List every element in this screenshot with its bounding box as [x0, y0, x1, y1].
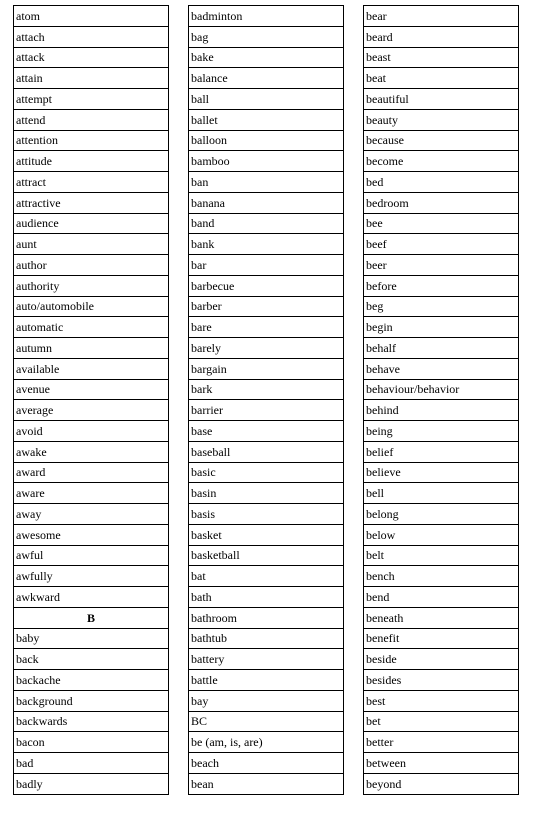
- word-cell: available: [14, 358, 169, 379]
- table-row: [364, 566, 519, 587]
- word-cell: badminton: [189, 6, 344, 27]
- word-cell: awesome: [14, 524, 169, 545]
- table-row: [189, 172, 344, 193]
- word-cell: bath: [189, 587, 344, 608]
- word-cell: behaviour/behavior: [364, 379, 519, 400]
- table-row: [364, 690, 519, 711]
- table-row: [14, 462, 169, 483]
- table-row: [364, 628, 519, 649]
- word-cell: attention: [14, 130, 169, 151]
- word-cell: barber: [189, 296, 344, 317]
- table-row: [189, 670, 344, 691]
- table-row: [364, 68, 519, 89]
- table-row: [14, 296, 169, 317]
- table-row: [14, 275, 169, 296]
- table-row: [189, 462, 344, 483]
- word-cell: badly: [14, 773, 169, 794]
- table-row: [364, 504, 519, 525]
- word-cell: bend: [364, 587, 519, 608]
- word-cell: attempt: [14, 89, 169, 110]
- table-row: [364, 483, 519, 504]
- table-row: [14, 441, 169, 462]
- table-row: [189, 358, 344, 379]
- word-column-3: [363, 5, 519, 795]
- table-row: [364, 545, 519, 566]
- word-cell: bedroom: [364, 192, 519, 213]
- word-cell: behind: [364, 400, 519, 421]
- table-row: [14, 773, 169, 794]
- table-row: [364, 172, 519, 193]
- word-cell: away: [14, 504, 169, 525]
- table-row: [14, 68, 169, 89]
- table-row: [364, 670, 519, 691]
- word-cell: auto/automobile: [14, 296, 169, 317]
- word-cell: belief: [364, 441, 519, 462]
- table-row: [14, 47, 169, 68]
- table-row: [364, 462, 519, 483]
- table-row: [14, 317, 169, 338]
- table-row: [364, 753, 519, 774]
- word-cell: balance: [189, 68, 344, 89]
- table-row: [189, 6, 344, 27]
- table-row: [189, 400, 344, 421]
- word-cell: beyond: [364, 773, 519, 794]
- table-row: [14, 607, 169, 628]
- table-row: [364, 6, 519, 27]
- word-cell: battle: [189, 670, 344, 691]
- word-cell: attach: [14, 26, 169, 47]
- word-cell: backache: [14, 670, 169, 691]
- table-row: [364, 732, 519, 753]
- table-row: [189, 151, 344, 172]
- table-row: [14, 213, 169, 234]
- table-row: [189, 566, 344, 587]
- table-row: [14, 379, 169, 400]
- table-row: [189, 317, 344, 338]
- table-row: [364, 441, 519, 462]
- word-cell: aunt: [14, 234, 169, 255]
- table-row: [189, 441, 344, 462]
- table-row: [189, 773, 344, 794]
- word-cell: ballet: [189, 109, 344, 130]
- word-cell: beast: [364, 47, 519, 68]
- word-cell: bag: [189, 26, 344, 47]
- word-cell: baby: [14, 628, 169, 649]
- word-cell: bad: [14, 753, 169, 774]
- word-cell: background: [14, 690, 169, 711]
- table-row: [364, 151, 519, 172]
- table-row: [14, 421, 169, 442]
- word-cell: barrier: [189, 400, 344, 421]
- table-row: [189, 607, 344, 628]
- word-cell: being: [364, 421, 519, 442]
- word-cell: bathroom: [189, 607, 344, 628]
- word-cell: be (am, is, are): [189, 732, 344, 753]
- word-cell: band: [189, 213, 344, 234]
- table-row: [14, 234, 169, 255]
- table-row: [364, 379, 519, 400]
- word-cell: aware: [14, 483, 169, 504]
- word-cell: behave: [364, 358, 519, 379]
- word-cell: basket: [189, 524, 344, 545]
- word-cell: bar: [189, 255, 344, 276]
- word-cell: beg: [364, 296, 519, 317]
- word-cell: bear: [364, 6, 519, 27]
- table-row: [364, 89, 519, 110]
- table-row: [364, 607, 519, 628]
- word-cell: attend: [14, 109, 169, 130]
- word-cell: beautiful: [364, 89, 519, 110]
- word-cell: awake: [14, 441, 169, 462]
- word-cell: belong: [364, 504, 519, 525]
- table-row: [14, 151, 169, 172]
- table-row: [14, 649, 169, 670]
- word-cell: basketball: [189, 545, 344, 566]
- table-row: [14, 130, 169, 151]
- word-cell: beat: [364, 68, 519, 89]
- word-cell: autumn: [14, 338, 169, 359]
- word-cell: awful: [14, 545, 169, 566]
- table-row: [189, 753, 344, 774]
- word-cell: backwards: [14, 711, 169, 732]
- table-row: [364, 587, 519, 608]
- word-cell: bell: [364, 483, 519, 504]
- word-cell: because: [364, 130, 519, 151]
- table-row: [189, 296, 344, 317]
- table-row: [364, 400, 519, 421]
- word-cell: bee: [364, 213, 519, 234]
- table-row: [189, 234, 344, 255]
- word-cell: automatic: [14, 317, 169, 338]
- word-cell: bark: [189, 379, 344, 400]
- word-cell: avoid: [14, 421, 169, 442]
- table-row: [189, 421, 344, 442]
- table-row: [14, 26, 169, 47]
- table-row: [189, 732, 344, 753]
- table-row: [189, 213, 344, 234]
- table-row: [189, 26, 344, 47]
- word-cell: basin: [189, 483, 344, 504]
- table-row: [14, 504, 169, 525]
- word-cell: attain: [14, 68, 169, 89]
- table-row: [14, 109, 169, 130]
- word-cell: bay: [189, 690, 344, 711]
- table-row: [14, 338, 169, 359]
- table-row: [189, 504, 344, 525]
- table-row: [364, 109, 519, 130]
- table-row: [364, 524, 519, 545]
- table-row: [364, 234, 519, 255]
- table-row: [189, 89, 344, 110]
- table-row: [364, 213, 519, 234]
- word-cell: below: [364, 524, 519, 545]
- word-cell: author: [14, 255, 169, 276]
- table-row: [364, 255, 519, 276]
- table-row: [364, 421, 519, 442]
- word-cell: balloon: [189, 130, 344, 151]
- table-row: [189, 690, 344, 711]
- table-row: [14, 6, 169, 27]
- table-row: [14, 566, 169, 587]
- table-row: [189, 483, 344, 504]
- table-row: [189, 587, 344, 608]
- table-row: [364, 47, 519, 68]
- word-cell: battery: [189, 649, 344, 670]
- word-cell: atom: [14, 6, 169, 27]
- table-row: [189, 711, 344, 732]
- word-cell: avenue: [14, 379, 169, 400]
- word-cell: attract: [14, 172, 169, 193]
- table-row: [14, 670, 169, 691]
- table-row: [14, 89, 169, 110]
- word-cell: beard: [364, 26, 519, 47]
- word-cell: barely: [189, 338, 344, 359]
- table-row: [189, 109, 344, 130]
- word-cell: beer: [364, 255, 519, 276]
- word-cell: between: [364, 753, 519, 774]
- word-cell: before: [364, 275, 519, 296]
- table-row: [189, 545, 344, 566]
- word-cell: begin: [364, 317, 519, 338]
- word-column-2: [188, 5, 344, 795]
- table-row: [364, 26, 519, 47]
- word-cell: behalf: [364, 338, 519, 359]
- table-row: [364, 192, 519, 213]
- word-cell: bet: [364, 711, 519, 732]
- table-row: [14, 690, 169, 711]
- table-row: [189, 379, 344, 400]
- table-row: [14, 753, 169, 774]
- table-row: [189, 130, 344, 151]
- word-cell: audience: [14, 213, 169, 234]
- table-row: [14, 732, 169, 753]
- table-row: [14, 358, 169, 379]
- word-cell: basis: [189, 504, 344, 525]
- table-row: [189, 47, 344, 68]
- word-cell: back: [14, 649, 169, 670]
- word-cell: beach: [189, 753, 344, 774]
- word-cell: barbecue: [189, 275, 344, 296]
- word-cell: ban: [189, 172, 344, 193]
- word-cell: award: [14, 462, 169, 483]
- table-row: [364, 338, 519, 359]
- table-row: [14, 192, 169, 213]
- word-cell: bamboo: [189, 151, 344, 172]
- word-cell: bare: [189, 317, 344, 338]
- word-cell: besides: [364, 670, 519, 691]
- word-cell: beneath: [364, 607, 519, 628]
- word-cell: ball: [189, 89, 344, 110]
- word-cell: attitude: [14, 151, 169, 172]
- word-cell: beef: [364, 234, 519, 255]
- table-row: [14, 628, 169, 649]
- word-cell: banana: [189, 192, 344, 213]
- table-row: [364, 711, 519, 732]
- table-row: [189, 338, 344, 359]
- table-row: [14, 172, 169, 193]
- table-row: [364, 773, 519, 794]
- word-cell: bathtub: [189, 628, 344, 649]
- table-row: [14, 587, 169, 608]
- table-row: [364, 358, 519, 379]
- table-row: [14, 255, 169, 276]
- word-cell: bank: [189, 234, 344, 255]
- word-column-1: [13, 5, 169, 795]
- table-row: [189, 255, 344, 276]
- table-row: [364, 296, 519, 317]
- table-row: [189, 275, 344, 296]
- section-heading: B: [14, 607, 169, 628]
- word-cell: bacon: [14, 732, 169, 753]
- table-row: [189, 628, 344, 649]
- word-cell: baseball: [189, 441, 344, 462]
- word-cell: attack: [14, 47, 169, 68]
- word-cell: attractive: [14, 192, 169, 213]
- word-cell: better: [364, 732, 519, 753]
- table-row: [364, 649, 519, 670]
- word-cell: basic: [189, 462, 344, 483]
- table-row: [189, 192, 344, 213]
- word-cell: belt: [364, 545, 519, 566]
- word-cell: base: [189, 421, 344, 442]
- word-cell: become: [364, 151, 519, 172]
- table-row: [189, 68, 344, 89]
- word-cell: bat: [189, 566, 344, 587]
- word-cell: bargain: [189, 358, 344, 379]
- word-cell: benefit: [364, 628, 519, 649]
- table-row: [189, 649, 344, 670]
- word-cell: best: [364, 690, 519, 711]
- table-row: [14, 483, 169, 504]
- table-row: [364, 275, 519, 296]
- table-row: [14, 524, 169, 545]
- table-row: [189, 524, 344, 545]
- word-cell: beside: [364, 649, 519, 670]
- table-row: [364, 317, 519, 338]
- table-row: [14, 711, 169, 732]
- word-cell: bake: [189, 47, 344, 68]
- table-row: [364, 130, 519, 151]
- word-cell: believe: [364, 462, 519, 483]
- word-cell: BC: [189, 711, 344, 732]
- word-cell: bed: [364, 172, 519, 193]
- word-cell: awfully: [14, 566, 169, 587]
- word-cell: authority: [14, 275, 169, 296]
- word-cell: bean: [189, 773, 344, 794]
- word-cell: bench: [364, 566, 519, 587]
- table-row: [14, 400, 169, 421]
- word-cell: beauty: [364, 109, 519, 130]
- word-cell: awkward: [14, 587, 169, 608]
- word-cell: average: [14, 400, 169, 421]
- table-row: [14, 545, 169, 566]
